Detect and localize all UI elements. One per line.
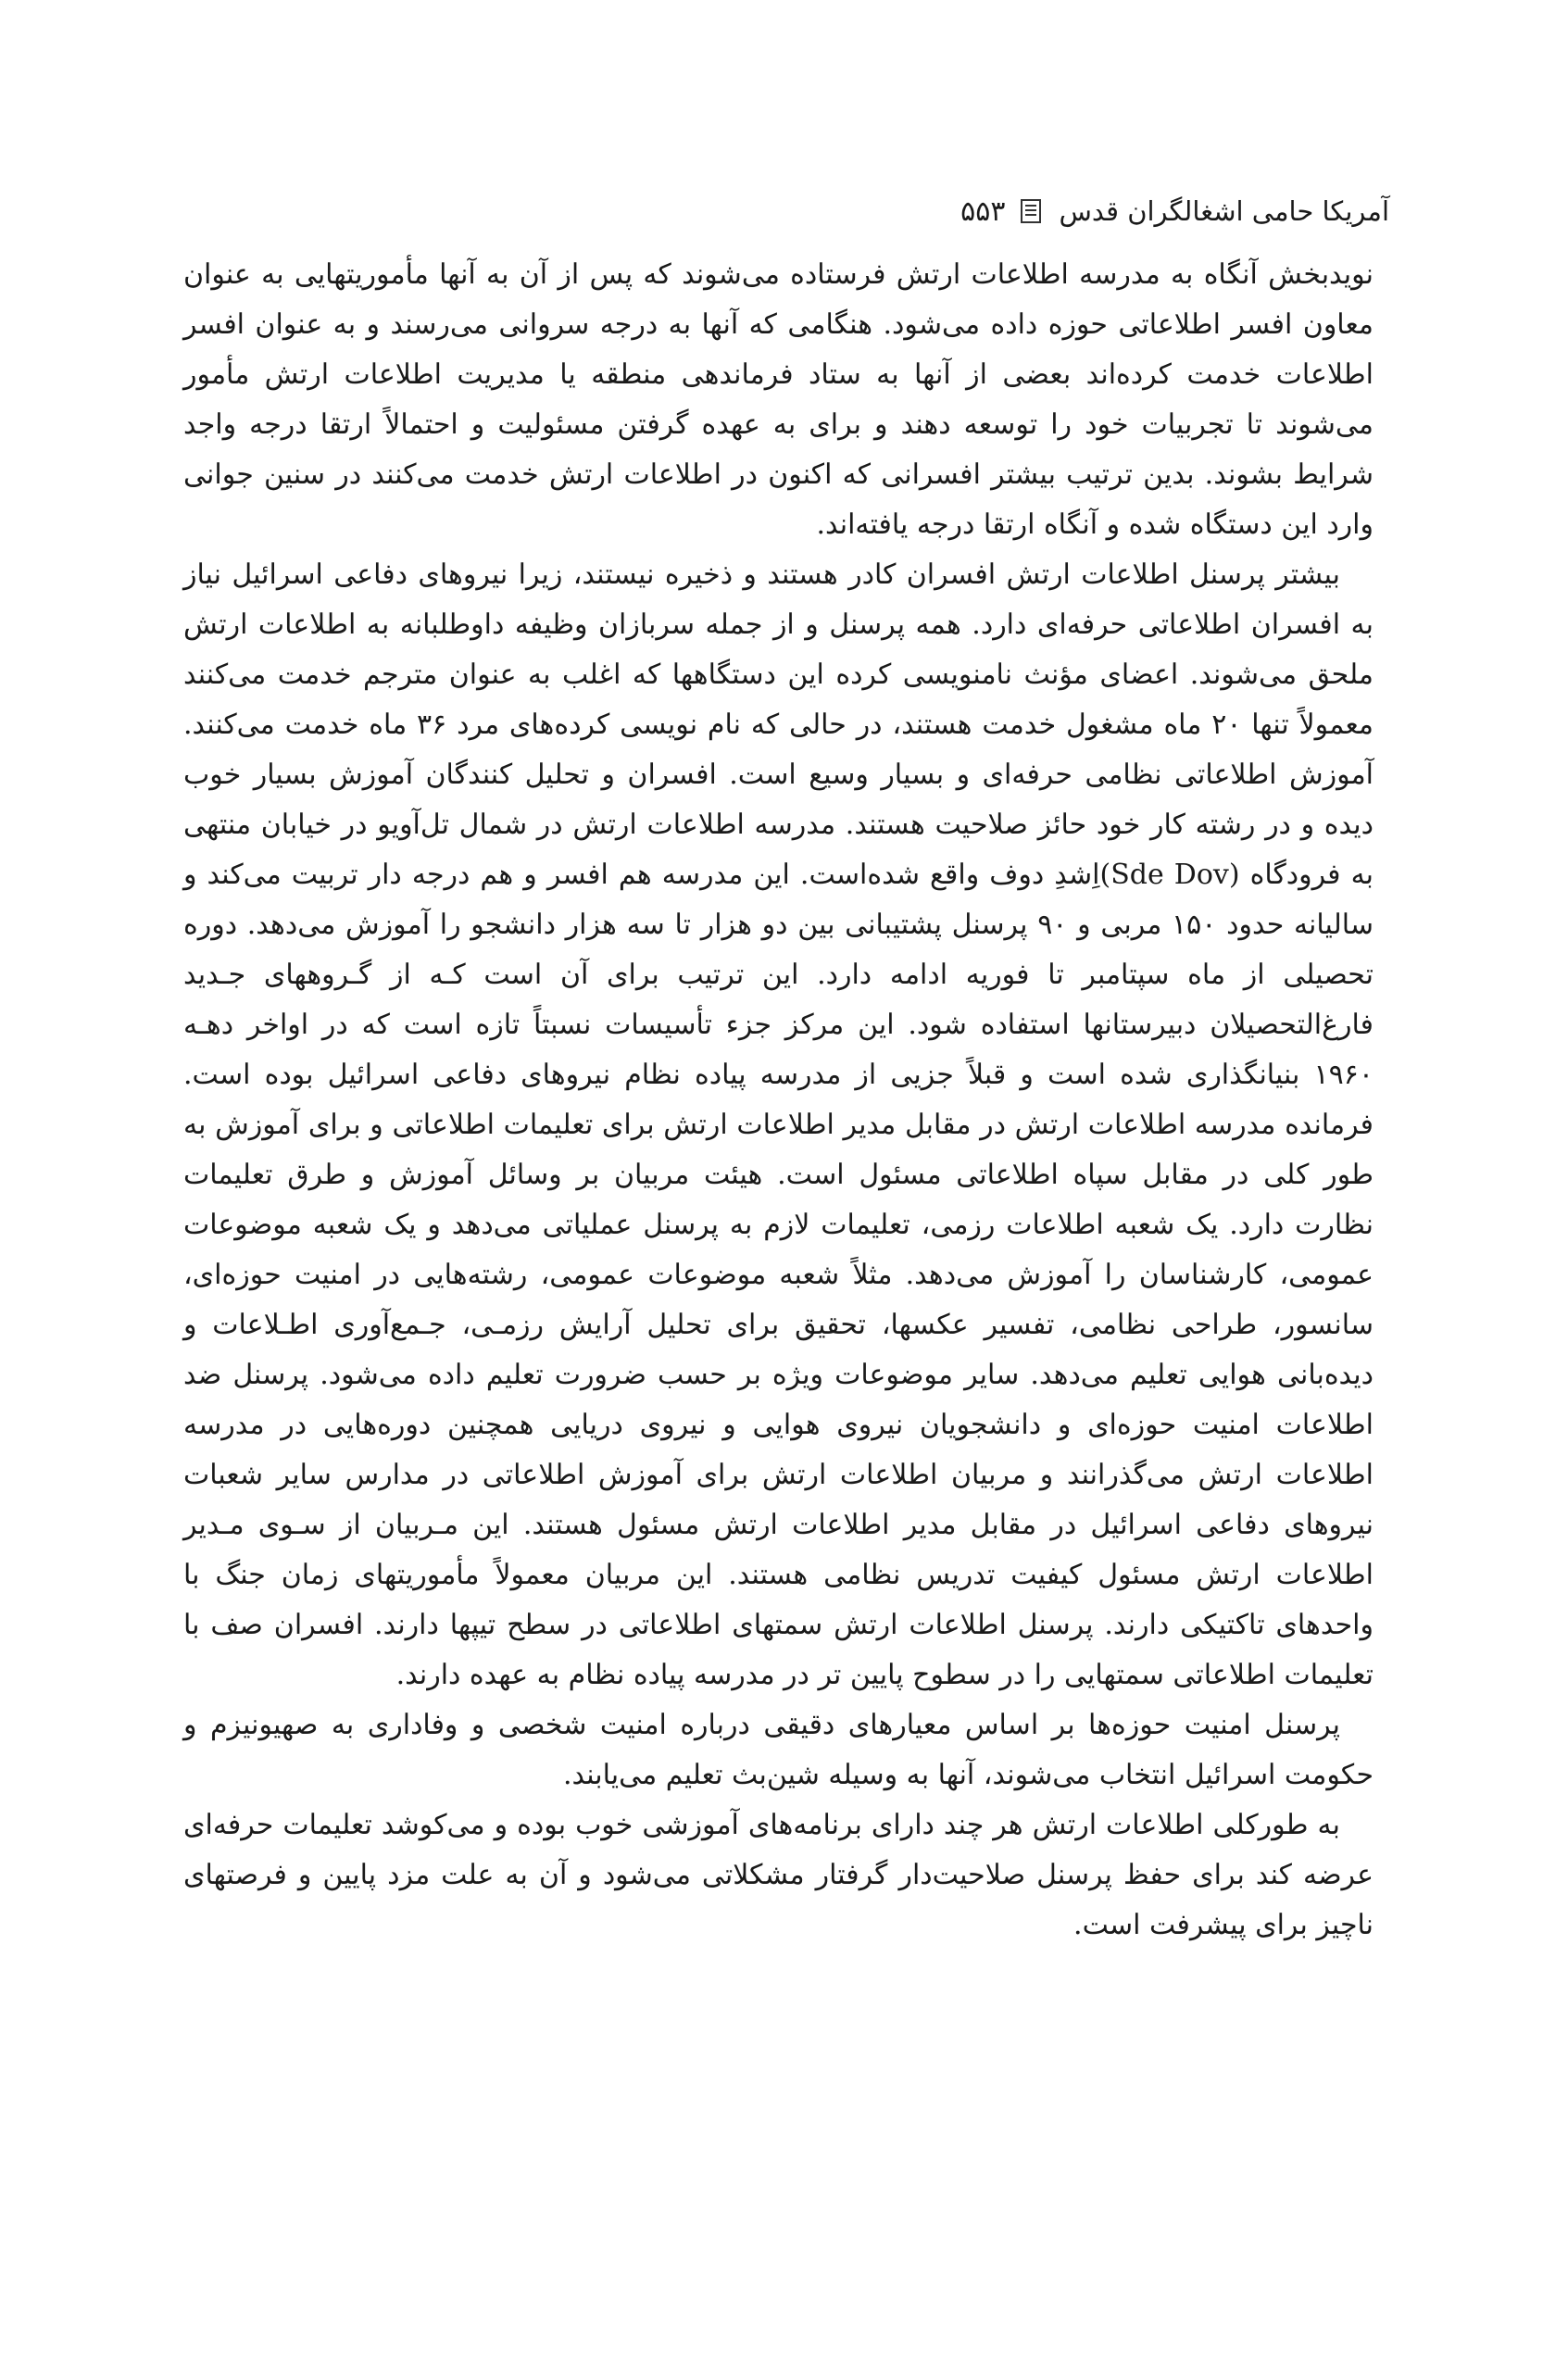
body-text (183, 250, 1374, 1951)
page-number: ۵۵۳ (960, 194, 1006, 228)
running-title: آمریکا حامی اشغالگران قدس (1059, 195, 1389, 227)
paragraph: بیشتر پرسنل اطلاعات ارتش افسران کادر هستند و ذخیره نیستند، زیرا نیروهای دفاعی اسرائیل نیاز به افسران اطلاعاتی حرفه‌ای دارد. همه پرسنل و از جمله سربازان وظیفه داوطلبانه به اطلاعات ارتش ملحق می‌شوند. اعضای مؤنث نامنویسی کرده این دستگاهها که اغلب به عنوان مترجم خدمت می‌کنند معمولاً تنها ۲۰ ماه مشغول خدمت هستند، در حالی که نام نویسی کرده‌های مرد ۳۶ ماه خدمت می‌کنند. آموزش اطلاعاتی نظامی حرفه‌ای و بسیار وسیع است. افسران و تحلیل کنندگان آموزش بسیار خوب دیده و در رشته کار خود حائز صلاحیت هستند. مدرسه اطلاعات ارتش در شمال تل‌آویو در خیابان منتهی به فرودگاه (Sde Dov)اِشدِ دوف واقع شده‌است. این مدرسه هم افسر و هم درجه دار تربیت می‌کند و سالیانه حدود ۱۵۰ مربی و ۹۰ پرسنل پشتیبانی بین دو هزار تا سه هزار دانشجو را آموزش می‌دهد. دوره تحصیلی از ماه سپتامبر تا فوریه ادامه دارد. این ترتیب برای آن است کـه از گـروههای جـدید فارغ‌التحصیلان دبیرستانها استفاده شود. این مرکز جزء تأسیسات نسبتاً تازه است که در اواخر دهـه ۱۹۶۰ بنیانگذاری شده است و قبلاً جزیی از مدرسه پیاده نظام نیروهای دفاعی اسرائیل بوده است. فرمانده مدرسه اطلاعات ارتش در مقابل مدیر اطلاعات ارتش برای تعلیمات اطلاعاتی و برای آموزش به طور کلی در مقابل سپاه اطلاعاتی مسئول است. هیئت مربیان بر وسائل آموزش و طرق تعلیمات نظارت دارد. یک شعبه اطلاعات رزمی، تعلیمات لازم به پرسنل عملیاتی می‌دهد و یک شعبه موضوعات عمومی، کارشناسان را آموزش می‌دهد. مثلاً شعبه موضوعات عمومی، رشته‌هایی در امنیت حوزه‌ای، سانسور، طراحی نظامی، تفسیر عکسها، تحقیق برای تحلیل آرایش رزمـی، جـمع‌آوری اطـلاعات و دیده‌بانی هوایی تعلیم می‌دهد. سایر موضوعات ویژه بر حسب ضرورت تعلیم داده می‌شود. پرسنل ضد اطلاعات امنیت حوزه‌ای و دانشجویان نیروی هوایی و نیروی دریایی همچنین دوره‌هایی در مدرسه اطلاعات ارتش می‌گذرانند و مربیان اطلاعات ارتش برای آموزش اطلاعاتی در مدارس سایر شعبات نیروهای دفاعی اسرائیل در مقابل مدیر اطلاعات ارتش مسئول هستند. این مـربیان از سـوی مـدیر اطلاعات ارتش مسئول کیفیت تدریس نظامی هستند. این مربیان معمولاً مأموریتهای زمان جنگ با واحدهای تاکتیکی دارند. پرسنل اطلاعات ارتش سمتهای اطلاعاتی در سطح تیپها دارند. افسران صف با تعلیمات اطلاعاتی سمتهایی را در سطوح پایین تر در مدرسه پیاده نظام به عهده دارند. (183, 558, 1374, 1691)
running-header (185, 183, 1389, 239)
paragraph: به طورکلی اطلاعات ارتش هر چند دارای برنامه‌های آموزشی خوب بوده و می‌کوشد تعلیمات حرفه‌ای عرضه کند برای حفظ پرسنل صلاحیت‌دار گرفتار مشکلاتی می‌شود و آن به علت مزد پایین و فرصتهای ناچیز برای پیشرفت است. (183, 1809, 1374, 1941)
paragraph: نویدبخش آنگاه به مدرسه اطلاعات ارتش فرستاده می‌شوند که پس از آن به آنها مأموریتهایی به عنوان معاون افسر اطلاعاتی حوزه داده می‌شود. هنگامی که آنها به درجه سروانی می‌رسند و به عنوان افسر اطلاعات خدمت کرده‌اند بعضی از آنها به ستاد فرماندهی منطقه یا مدیریت اطلاعات ارتش مأمور می‌شوند تا تجربیات خود را توسعه دهند و برای به عهده گرفتن مسئولیت و احتمالاً ارتقا درجه واجد شرایط بشوند. بدین ترتیب بیشتر افسرانی که اکنون در اطلاعات ارتش خدمت می‌کنند در سنین جوانی وارد این دستگاه شده و آنگاه ارتقا درجه یافته‌اند. (183, 258, 1374, 541)
paragraph: پرسنل امنیت حوزه‌ها بر اساس معیارهای دقیقی درباره امنیت شخصی و وفاداری به صهیونیزم و حکومت اسرائیل انتخاب می‌شوند، آنها به وسیله شین‌بث تعلیم می‌یابند. (183, 1709, 1374, 1791)
book-icon (1020, 198, 1042, 224)
